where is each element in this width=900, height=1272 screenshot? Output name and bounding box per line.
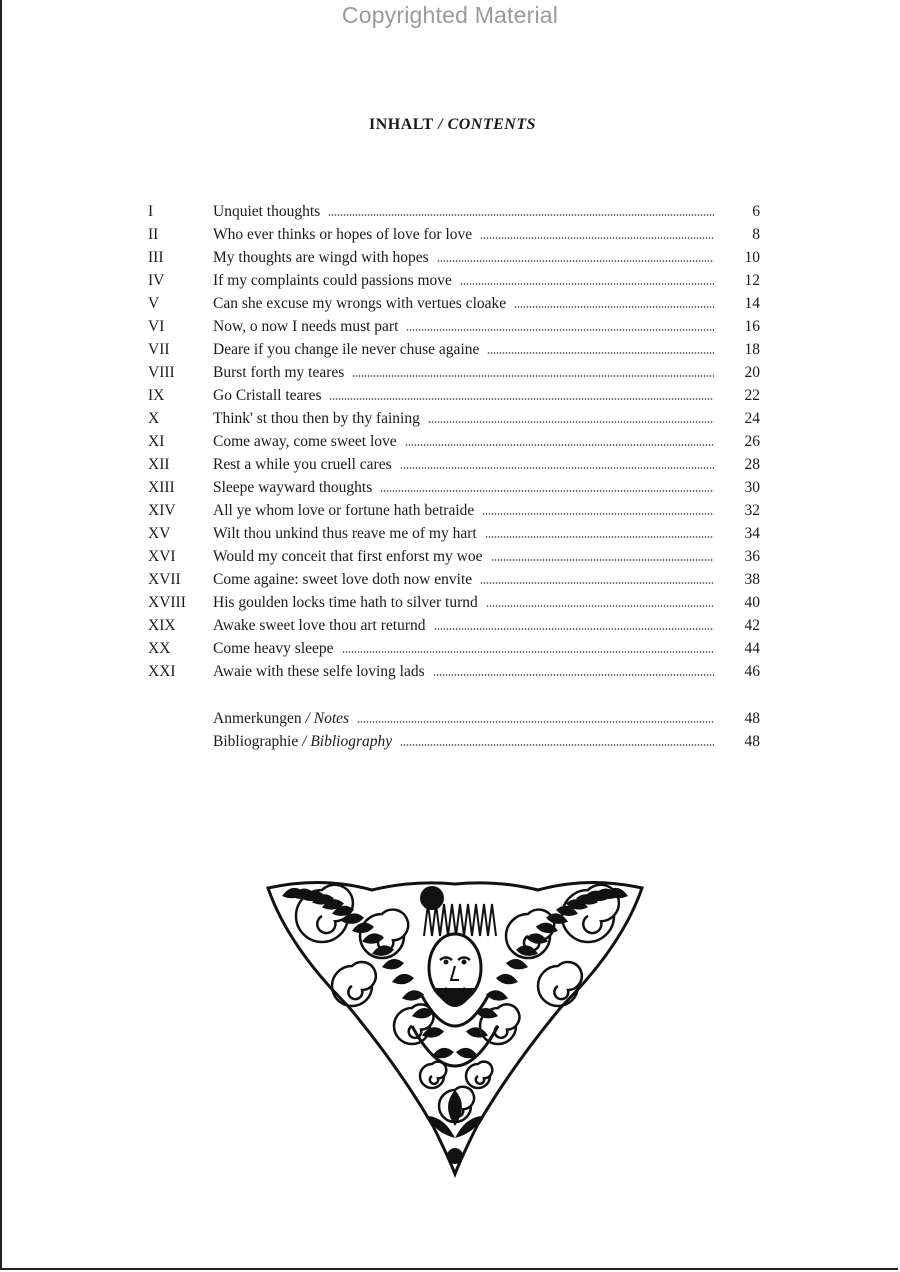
page-number: 6 <box>752 203 760 220</box>
toc-entry[interactable] <box>148 292 760 315</box>
entry-number: IV <box>148 272 165 289</box>
page-number: 10 <box>744 249 760 266</box>
entry-title <box>213 453 400 476</box>
dot-leader <box>514 306 714 308</box>
entry-title <box>213 637 342 660</box>
entry-number: X <box>148 410 160 427</box>
toc-entry[interactable] <box>148 315 760 338</box>
entry-number: V <box>148 295 160 312</box>
toc-entry[interactable] <box>148 568 760 591</box>
appendix-title-english: Notes <box>313 710 350 727</box>
dot-leader <box>434 628 715 630</box>
toc-entry[interactable] <box>148 637 760 660</box>
entry-title-text: Awake sweet love thou art returnd <box>213 617 426 634</box>
dot-leader <box>480 582 714 584</box>
page-number: 32 <box>744 502 760 519</box>
title-german: INHALT <box>368 116 434 133</box>
entry-title-text: Go Cristall teares <box>213 387 322 404</box>
page-number: 30 <box>744 479 760 496</box>
entry-title <box>213 614 434 637</box>
entry-title-text: Would my conceit that first enforst my woe <box>213 548 483 565</box>
appendix-title-german: Bibliographie <box>213 733 299 750</box>
page-number: 40 <box>744 594 760 611</box>
entry-title-text: Deare if you change ile never chuse againe <box>213 341 480 358</box>
dot-leader <box>437 260 714 262</box>
toc-appendix-entry[interactable] <box>148 730 760 753</box>
entry-title-text: Sleepe wayward thoughts <box>213 479 373 496</box>
page-number: 24 <box>744 410 760 427</box>
dot-leader <box>352 375 714 377</box>
toc-entry[interactable] <box>148 476 760 499</box>
watermark: Copyrighted Material <box>341 2 559 28</box>
dot-leader <box>357 721 714 723</box>
toc-entry[interactable] <box>148 407 760 430</box>
appendix-title-german: Anmerkungen <box>213 710 302 727</box>
entry-number: XVIII <box>148 594 186 611</box>
entry-number: XX <box>148 640 171 657</box>
toc-entry[interactable] <box>148 223 760 246</box>
entry-title <box>213 591 486 614</box>
page-number: 44 <box>744 640 760 657</box>
entry-title-text: If my complaints could passions move <box>213 272 452 289</box>
entry-title <box>213 522 485 545</box>
entry-title <box>213 223 480 246</box>
page-number: 18 <box>744 341 760 358</box>
entry-number: III <box>148 249 164 266</box>
dot-leader <box>406 329 714 331</box>
dot-leader <box>380 490 714 492</box>
entry-number: XV <box>148 525 171 542</box>
entry-title-text: Who ever thinks or hopes of love for love <box>213 226 473 243</box>
entry-title <box>213 269 460 292</box>
entry-number: VII <box>148 341 170 358</box>
page-number: 34 <box>744 525 760 542</box>
page-number: 12 <box>744 272 760 289</box>
entry-title-text: Think' st thou then by thy faining <box>213 410 420 427</box>
dot-leader <box>428 421 714 423</box>
toc-entry[interactable] <box>148 522 760 545</box>
entry-number: XVI <box>148 548 176 565</box>
page-number: 48 <box>744 710 760 727</box>
page-number: 42 <box>744 617 760 634</box>
entry-title <box>213 407 428 430</box>
dot-leader <box>482 513 714 515</box>
entry-title <box>213 499 482 522</box>
entry-title-text: Unquiet thoughts <box>213 203 321 220</box>
page-number: 46 <box>744 663 760 680</box>
page-number: 48 <box>744 733 760 750</box>
entry-number: VIII <box>148 364 175 381</box>
page-number: 36 <box>744 548 760 565</box>
toc-entry[interactable] <box>148 453 760 476</box>
entry-number: XXI <box>148 663 176 680</box>
dot-leader <box>487 352 714 354</box>
title-separator: / <box>433 116 448 133</box>
toc-entry[interactable] <box>148 660 760 683</box>
entry-number: XIII <box>148 479 175 496</box>
page-number: 38 <box>744 571 760 588</box>
entry-title <box>213 730 400 753</box>
page-number: 16 <box>744 318 760 335</box>
entry-number: I <box>148 203 154 220</box>
baroque-mask-ornament-icon <box>262 876 648 1178</box>
table-of-contents <box>148 200 760 753</box>
entry-title-text: Now, o now I needs must part <box>213 318 399 335</box>
entry-title <box>213 338 487 361</box>
entry-title <box>213 430 405 453</box>
entry-title <box>213 568 480 591</box>
toc-entry[interactable] <box>148 246 760 269</box>
toc-entry[interactable] <box>148 545 760 568</box>
entry-title-text: Wilt thou unkind thus reave me of my hart <box>213 525 477 542</box>
toc-entry[interactable] <box>148 430 760 453</box>
toc-entry[interactable] <box>148 614 760 637</box>
dot-leader <box>329 398 714 400</box>
entry-title-text: My thoughts are wingd with hopes <box>213 249 429 266</box>
section-gap <box>148 683 760 707</box>
appendix-separator: / <box>301 710 314 727</box>
toc-entry[interactable] <box>148 361 760 384</box>
dot-leader <box>433 674 714 676</box>
page-number: 20 <box>744 364 760 381</box>
entry-title <box>213 660 433 683</box>
toc-entry[interactable] <box>148 384 760 407</box>
toc-entry[interactable] <box>148 499 760 522</box>
toc-entry[interactable] <box>148 591 760 614</box>
dot-leader <box>486 605 714 607</box>
page-title <box>0 116 900 134</box>
entry-title <box>213 707 357 730</box>
entry-number: XIX <box>148 617 176 634</box>
entry-title-text: Can she excuse my wrongs with vertues cloake <box>213 295 507 312</box>
entry-number: XI <box>148 433 165 450</box>
entry-title-text: Awaie with these selfe loving lads <box>213 663 425 680</box>
dot-leader <box>328 214 714 216</box>
entry-title-text: All ye whom love or fortune hath betraide <box>213 502 475 519</box>
page-number: 14 <box>744 295 760 312</box>
entry-title-text: Rest a while you cruell cares <box>213 456 392 473</box>
entry-title <box>213 292 514 315</box>
entry-number: XII <box>148 456 170 473</box>
entry-title-text: Come away, come sweet love <box>213 433 397 450</box>
appendix-separator: / <box>298 733 311 750</box>
entry-title <box>213 315 406 338</box>
dot-leader <box>400 744 714 746</box>
entry-title <box>213 384 329 407</box>
dot-leader <box>405 444 714 446</box>
dot-leader <box>480 237 714 239</box>
toc-entry[interactable] <box>148 200 760 223</box>
dot-leader <box>460 283 714 285</box>
dot-leader <box>485 536 714 538</box>
title-english: CONTENTS <box>447 116 537 133</box>
entry-title-text: Burst forth my teares <box>213 364 345 381</box>
entry-title-text: Come heavy sleepe <box>213 640 334 657</box>
entry-number: VI <box>148 318 165 335</box>
entry-number: XVII <box>148 571 181 588</box>
appendix-title-english: Bibliography <box>310 733 393 750</box>
toc-entry[interactable] <box>148 338 760 361</box>
dot-leader <box>400 467 714 469</box>
page-number: 28 <box>744 456 760 473</box>
entry-title-text: Come againe: sweet love doth now envite <box>213 571 473 588</box>
dot-leader <box>491 559 714 561</box>
entry-title <box>213 545 491 568</box>
entry-number: XIV <box>148 502 176 519</box>
toc-appendix-entry[interactable] <box>148 707 760 730</box>
entry-title-text: His goulden locks time hath to silver turnd <box>213 594 478 611</box>
page-number: 8 <box>752 226 760 243</box>
entry-title <box>213 476 380 499</box>
entry-title <box>213 246 437 269</box>
entry-title <box>213 200 328 223</box>
entry-title <box>213 361 352 384</box>
entry-number: IX <box>148 387 165 404</box>
page-number: 22 <box>744 387 760 404</box>
toc-entry[interactable] <box>148 269 760 292</box>
page-number: 26 <box>744 433 760 450</box>
entry-number: II <box>148 226 159 243</box>
dot-leader <box>342 651 714 653</box>
